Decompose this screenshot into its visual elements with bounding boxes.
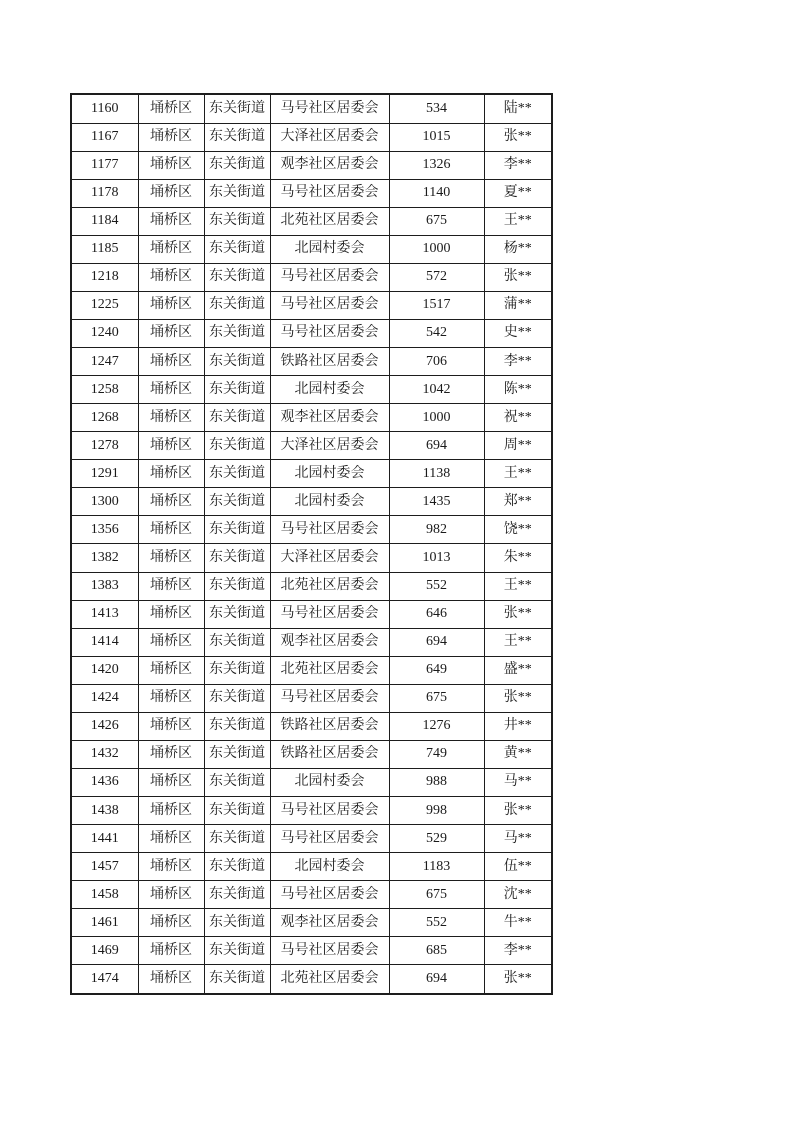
cell-masked-name: 王** xyxy=(484,572,552,600)
cell-value: 1042 xyxy=(389,376,484,404)
cell-masked-name: 张** xyxy=(484,965,552,994)
cell-community: 大泽社区居委会 xyxy=(270,432,389,460)
cell-community: 北苑社区居委会 xyxy=(270,572,389,600)
cell-masked-name: 黄** xyxy=(484,740,552,768)
cell-value: 1000 xyxy=(389,235,484,263)
cell-community: 观李社区居委会 xyxy=(270,151,389,179)
cell-street: 东关街道 xyxy=(204,460,270,488)
cell-serial-number: 1414 xyxy=(71,628,138,656)
cell-street: 东关街道 xyxy=(204,516,270,544)
table-row xyxy=(71,797,552,825)
table-row xyxy=(71,740,552,768)
cell-community: 观李社区居委会 xyxy=(270,404,389,432)
residents-table xyxy=(70,93,553,995)
cell-serial-number: 1160 xyxy=(71,94,138,123)
cell-community: 北园村委会 xyxy=(270,488,389,516)
cell-community: 马号社区居委会 xyxy=(270,319,389,347)
cell-masked-name: 蒲** xyxy=(484,291,552,319)
cell-value: 552 xyxy=(389,909,484,937)
cell-masked-name: 李** xyxy=(484,151,552,179)
cell-community: 观李社区居委会 xyxy=(270,628,389,656)
cell-district: 埇桥区 xyxy=(138,94,204,123)
cell-community: 北园村委会 xyxy=(270,460,389,488)
table-row xyxy=(71,768,552,796)
cell-street: 东关街道 xyxy=(204,319,270,347)
cell-street: 东关街道 xyxy=(204,965,270,994)
cell-community: 马号社区居委会 xyxy=(270,881,389,909)
cell-serial-number: 1441 xyxy=(71,825,138,853)
cell-serial-number: 1436 xyxy=(71,768,138,796)
table-row xyxy=(71,319,552,347)
cell-street: 东关街道 xyxy=(204,348,270,376)
cell-serial-number: 1383 xyxy=(71,572,138,600)
cell-district: 埇桥区 xyxy=(138,684,204,712)
cell-value: 1138 xyxy=(389,460,484,488)
cell-street: 东关街道 xyxy=(204,235,270,263)
cell-district: 埇桥区 xyxy=(138,965,204,994)
cell-district: 埇桥区 xyxy=(138,516,204,544)
cell-masked-name: 李** xyxy=(484,937,552,965)
cell-value: 572 xyxy=(389,263,484,291)
cell-street: 东关街道 xyxy=(204,94,270,123)
cell-street: 东关街道 xyxy=(204,151,270,179)
cell-district: 埇桥区 xyxy=(138,825,204,853)
cell-district: 埇桥区 xyxy=(138,151,204,179)
cell-value: 749 xyxy=(389,740,484,768)
cell-serial-number: 1178 xyxy=(71,179,138,207)
cell-district: 埇桥区 xyxy=(138,291,204,319)
cell-masked-name: 李** xyxy=(484,348,552,376)
cell-serial-number: 1469 xyxy=(71,937,138,965)
cell-street: 东关街道 xyxy=(204,656,270,684)
table-row xyxy=(71,712,552,740)
cell-street: 东关街道 xyxy=(204,600,270,628)
cell-serial-number: 1268 xyxy=(71,404,138,432)
cell-value: 529 xyxy=(389,825,484,853)
cell-serial-number: 1458 xyxy=(71,881,138,909)
cell-serial-number: 1432 xyxy=(71,740,138,768)
table-row xyxy=(71,207,552,235)
cell-street: 东关街道 xyxy=(204,179,270,207)
cell-serial-number: 1382 xyxy=(71,544,138,572)
cell-masked-name: 马** xyxy=(484,825,552,853)
table-row xyxy=(71,348,552,376)
cell-serial-number: 1291 xyxy=(71,460,138,488)
cell-value: 534 xyxy=(389,94,484,123)
cell-serial-number: 1457 xyxy=(71,853,138,881)
cell-serial-number: 1300 xyxy=(71,488,138,516)
cell-value: 1013 xyxy=(389,544,484,572)
cell-serial-number: 1356 xyxy=(71,516,138,544)
table-row xyxy=(71,965,552,994)
table-row xyxy=(71,94,552,123)
cell-district: 埇桥区 xyxy=(138,460,204,488)
cell-district: 埇桥区 xyxy=(138,376,204,404)
cell-street: 东关街道 xyxy=(204,123,270,151)
cell-value: 706 xyxy=(389,348,484,376)
cell-district: 埇桥区 xyxy=(138,488,204,516)
cell-masked-name: 牛** xyxy=(484,909,552,937)
cell-street: 东关街道 xyxy=(204,628,270,656)
cell-masked-name: 王** xyxy=(484,207,552,235)
cell-community: 北园村委会 xyxy=(270,376,389,404)
cell-value: 1000 xyxy=(389,404,484,432)
cell-masked-name: 伍** xyxy=(484,853,552,881)
cell-district: 埇桥区 xyxy=(138,404,204,432)
cell-street: 东关街道 xyxy=(204,881,270,909)
cell-serial-number: 1424 xyxy=(71,684,138,712)
cell-street: 东关街道 xyxy=(204,684,270,712)
cell-district: 埇桥区 xyxy=(138,432,204,460)
table-row xyxy=(71,600,552,628)
cell-district: 埇桥区 xyxy=(138,853,204,881)
cell-district: 埇桥区 xyxy=(138,797,204,825)
table-row xyxy=(71,235,552,263)
cell-value: 694 xyxy=(389,628,484,656)
cell-community: 马号社区居委会 xyxy=(270,179,389,207)
cell-value: 694 xyxy=(389,965,484,994)
table-row xyxy=(71,909,552,937)
cell-street: 东关街道 xyxy=(204,263,270,291)
cell-district: 埇桥区 xyxy=(138,319,204,347)
cell-district: 埇桥区 xyxy=(138,207,204,235)
table-row xyxy=(71,937,552,965)
cell-value: 988 xyxy=(389,768,484,796)
cell-masked-name: 郑** xyxy=(484,488,552,516)
cell-serial-number: 1240 xyxy=(71,319,138,347)
cell-community: 马号社区居委会 xyxy=(270,516,389,544)
cell-masked-name: 陈** xyxy=(484,376,552,404)
cell-community: 大泽社区居委会 xyxy=(270,544,389,572)
cell-masked-name: 杨** xyxy=(484,235,552,263)
cell-street: 东关街道 xyxy=(204,488,270,516)
cell-street: 东关街道 xyxy=(204,825,270,853)
cell-serial-number: 1420 xyxy=(71,656,138,684)
cell-community: 马号社区居委会 xyxy=(270,600,389,628)
cell-community: 观李社区居委会 xyxy=(270,909,389,937)
cell-serial-number: 1438 xyxy=(71,797,138,825)
cell-masked-name: 饶** xyxy=(484,516,552,544)
cell-district: 埇桥区 xyxy=(138,881,204,909)
table-row xyxy=(71,881,552,909)
cell-street: 东关街道 xyxy=(204,404,270,432)
cell-street: 东关街道 xyxy=(204,712,270,740)
cell-street: 东关街道 xyxy=(204,797,270,825)
cell-serial-number: 1184 xyxy=(71,207,138,235)
cell-district: 埇桥区 xyxy=(138,600,204,628)
cell-serial-number: 1258 xyxy=(71,376,138,404)
cell-street: 东关街道 xyxy=(204,207,270,235)
cell-community: 北苑社区居委会 xyxy=(270,207,389,235)
table-row xyxy=(71,853,552,881)
cell-serial-number: 1167 xyxy=(71,123,138,151)
cell-value: 1015 xyxy=(389,123,484,151)
cell-community: 铁路社区居委会 xyxy=(270,712,389,740)
cell-district: 埇桥区 xyxy=(138,235,204,263)
cell-community: 大泽社区居委会 xyxy=(270,123,389,151)
cell-community: 北园村委会 xyxy=(270,853,389,881)
cell-district: 埇桥区 xyxy=(138,712,204,740)
cell-street: 东关街道 xyxy=(204,768,270,796)
cell-value: 646 xyxy=(389,600,484,628)
cell-value: 675 xyxy=(389,207,484,235)
cell-serial-number: 1461 xyxy=(71,909,138,937)
cell-masked-name: 张** xyxy=(484,123,552,151)
cell-district: 埇桥区 xyxy=(138,628,204,656)
cell-masked-name: 陆** xyxy=(484,94,552,123)
table-row xyxy=(71,544,552,572)
table-row xyxy=(71,263,552,291)
cell-serial-number: 1225 xyxy=(71,291,138,319)
cell-value: 1140 xyxy=(389,179,484,207)
cell-street: 东关街道 xyxy=(204,376,270,404)
cell-street: 东关街道 xyxy=(204,909,270,937)
table-row xyxy=(71,460,552,488)
table-row xyxy=(71,151,552,179)
cell-serial-number: 1278 xyxy=(71,432,138,460)
cell-value: 542 xyxy=(389,319,484,347)
cell-community: 马号社区居委会 xyxy=(270,797,389,825)
cell-masked-name: 张** xyxy=(484,263,552,291)
cell-value: 1183 xyxy=(389,853,484,881)
cell-value: 675 xyxy=(389,684,484,712)
cell-community: 马号社区居委会 xyxy=(270,684,389,712)
cell-serial-number: 1413 xyxy=(71,600,138,628)
table-row xyxy=(71,656,552,684)
cell-street: 东关街道 xyxy=(204,572,270,600)
cell-community: 北苑社区居委会 xyxy=(270,965,389,994)
cell-masked-name: 祝** xyxy=(484,404,552,432)
cell-district: 埇桥区 xyxy=(138,572,204,600)
cell-street: 东关街道 xyxy=(204,740,270,768)
table-row xyxy=(71,376,552,404)
table-row xyxy=(71,179,552,207)
cell-district: 埇桥区 xyxy=(138,909,204,937)
table-body xyxy=(71,94,552,994)
cell-community: 马号社区居委会 xyxy=(270,94,389,123)
table-row xyxy=(71,572,552,600)
cell-value: 1517 xyxy=(389,291,484,319)
cell-district: 埇桥区 xyxy=(138,656,204,684)
cell-community: 铁路社区居委会 xyxy=(270,740,389,768)
cell-value: 694 xyxy=(389,432,484,460)
cell-district: 埇桥区 xyxy=(138,937,204,965)
cell-community: 马号社区居委会 xyxy=(270,291,389,319)
cell-street: 东关街道 xyxy=(204,937,270,965)
cell-masked-name: 马** xyxy=(484,768,552,796)
table-row xyxy=(71,291,552,319)
table-row xyxy=(71,123,552,151)
table-row xyxy=(71,404,552,432)
cell-serial-number: 1247 xyxy=(71,348,138,376)
cell-district: 埇桥区 xyxy=(138,768,204,796)
cell-community: 北苑社区居委会 xyxy=(270,656,389,684)
cell-value: 675 xyxy=(389,881,484,909)
cell-masked-name: 沈** xyxy=(484,881,552,909)
cell-value: 685 xyxy=(389,937,484,965)
cell-masked-name: 朱** xyxy=(484,544,552,572)
cell-masked-name: 王** xyxy=(484,628,552,656)
cell-community: 铁路社区居委会 xyxy=(270,348,389,376)
cell-masked-name: 井** xyxy=(484,712,552,740)
cell-value: 982 xyxy=(389,516,484,544)
cell-serial-number: 1426 xyxy=(71,712,138,740)
cell-street: 东关街道 xyxy=(204,544,270,572)
cell-community: 马号社区居委会 xyxy=(270,937,389,965)
cell-value: 998 xyxy=(389,797,484,825)
cell-district: 埇桥区 xyxy=(138,179,204,207)
table-row xyxy=(71,825,552,853)
cell-serial-number: 1185 xyxy=(71,235,138,263)
cell-value: 1435 xyxy=(389,488,484,516)
cell-masked-name: 盛** xyxy=(484,656,552,684)
cell-district: 埇桥区 xyxy=(138,544,204,572)
cell-serial-number: 1218 xyxy=(71,263,138,291)
table-row xyxy=(71,628,552,656)
cell-value: 1276 xyxy=(389,712,484,740)
cell-community: 北园村委会 xyxy=(270,768,389,796)
cell-masked-name: 张** xyxy=(484,600,552,628)
cell-value: 1326 xyxy=(389,151,484,179)
cell-district: 埇桥区 xyxy=(138,740,204,768)
table-row xyxy=(71,516,552,544)
cell-street: 东关街道 xyxy=(204,853,270,881)
cell-masked-name: 张** xyxy=(484,684,552,712)
table-row xyxy=(71,684,552,712)
cell-district: 埇桥区 xyxy=(138,348,204,376)
cell-masked-name: 王** xyxy=(484,460,552,488)
cell-community: 马号社区居委会 xyxy=(270,825,389,853)
cell-district: 埇桥区 xyxy=(138,263,204,291)
cell-street: 东关街道 xyxy=(204,291,270,319)
cell-street: 东关街道 xyxy=(204,432,270,460)
cell-serial-number: 1177 xyxy=(71,151,138,179)
cell-serial-number: 1474 xyxy=(71,965,138,994)
cell-masked-name: 史** xyxy=(484,319,552,347)
table-row xyxy=(71,432,552,460)
cell-masked-name: 周** xyxy=(484,432,552,460)
cell-district: 埇桥区 xyxy=(138,123,204,151)
table-row xyxy=(71,488,552,516)
cell-masked-name: 夏** xyxy=(484,179,552,207)
cell-community: 北园村委会 xyxy=(270,235,389,263)
cell-value: 649 xyxy=(389,656,484,684)
cell-community: 马号社区居委会 xyxy=(270,263,389,291)
cell-masked-name: 张** xyxy=(484,797,552,825)
cell-value: 552 xyxy=(389,572,484,600)
